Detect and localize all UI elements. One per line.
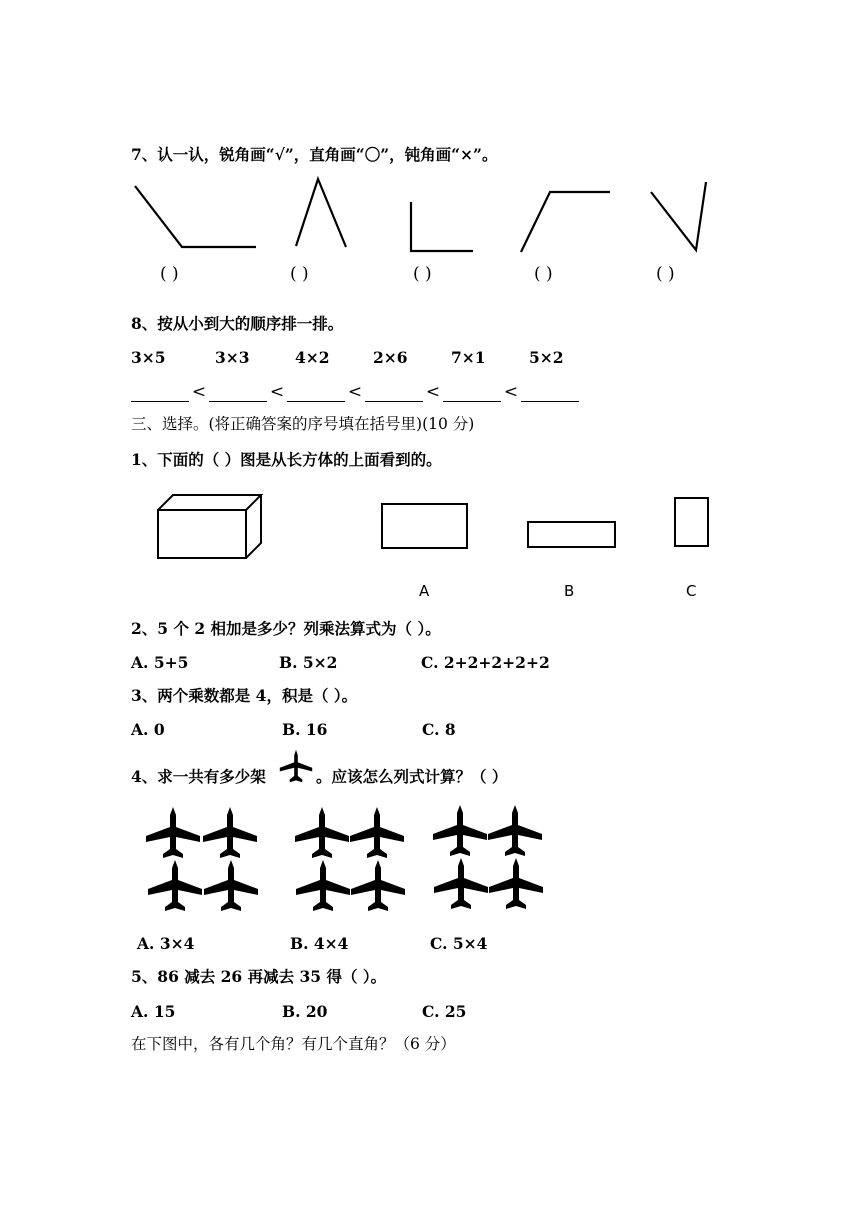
cuboid-figures bbox=[0, 485, 860, 565]
choice-3-option-a[interactable]: A. 0 bbox=[131, 720, 165, 739]
choice-4-text-after: 。应该怎么列式计算？（ ） bbox=[316, 767, 508, 786]
order-blank-3[interactable] bbox=[287, 387, 345, 402]
q8-item: 3×5 bbox=[131, 348, 166, 367]
choice-3-option-c[interactable]: C. 8 bbox=[422, 720, 456, 739]
option-b-rectangle bbox=[528, 522, 615, 547]
option-a-label: A bbox=[419, 582, 430, 600]
choice-4-text-before: 4、求一共有多少架 bbox=[131, 767, 266, 786]
order-blank-1[interactable] bbox=[131, 387, 189, 402]
choice-4-option-a[interactable]: A. 3×4 bbox=[137, 934, 195, 953]
less-than-sign: < bbox=[503, 382, 519, 402]
cuboid-3d bbox=[158, 495, 261, 558]
angle-acute-1 bbox=[296, 179, 346, 247]
question-7-text: 7、认一认，锐角画“√”，直角画“〇”，钝角画“×”。 bbox=[131, 145, 498, 164]
choice-4-option-c[interactable]: C. 5×4 bbox=[430, 934, 488, 953]
less-than-sign: < bbox=[191, 382, 207, 402]
angle-right bbox=[411, 202, 473, 251]
choice-4-option-b[interactable]: B. 4×4 bbox=[290, 934, 349, 953]
answer-paren-4[interactable]: ( ) bbox=[534, 264, 553, 284]
q8-item: 7×1 bbox=[451, 348, 486, 367]
option-c-rectangle bbox=[675, 498, 708, 546]
choice-5-option-a[interactable]: A. 15 bbox=[131, 1002, 176, 1021]
choice-5-option-b[interactable]: B. 20 bbox=[282, 1002, 328, 1021]
choice-1-text: 1、下面的（ ）图是从长方体的上面看到的。 bbox=[131, 450, 442, 469]
answer-paren-1[interactable]: ( ) bbox=[160, 264, 179, 284]
section-3-title: 三、选择。(将正确答案的序号填在括号里)(10 分) bbox=[131, 415, 475, 433]
q8-item: 2×6 bbox=[373, 348, 408, 367]
order-blank-4[interactable] bbox=[365, 387, 423, 402]
q8-item: 4×2 bbox=[295, 348, 330, 367]
choice-2-option-c[interactable]: C. 2+2+2+2+2 bbox=[421, 653, 550, 672]
option-b-label: B bbox=[564, 582, 575, 600]
choice-2-option-b[interactable]: B. 5×2 bbox=[279, 653, 338, 672]
answer-paren-2[interactable]: ( ) bbox=[290, 264, 309, 284]
order-blank-6[interactable] bbox=[521, 387, 579, 402]
answer-paren-3[interactable]: ( ) bbox=[413, 264, 432, 284]
airplane-icon bbox=[276, 748, 316, 784]
choice-2-option-a[interactable]: A. 5+5 bbox=[131, 653, 189, 672]
airplane-groups bbox=[0, 800, 860, 920]
order-blank-5[interactable] bbox=[443, 387, 501, 402]
airplane-group-3 bbox=[433, 805, 543, 909]
less-than-sign: < bbox=[347, 382, 363, 402]
angle-obtuse-2 bbox=[521, 192, 610, 252]
option-a-rectangle bbox=[382, 504, 467, 548]
angle-acute-2 bbox=[651, 182, 706, 250]
choice-3-option-b[interactable]: B. 16 bbox=[282, 720, 328, 739]
order-blank-2[interactable] bbox=[209, 387, 267, 402]
choice-3-text: 3、两个乘数都是 4，积是（ ）。 bbox=[131, 686, 358, 705]
choice-5-text: 5、86 减去 26 再减去 35 得（ ）。 bbox=[131, 967, 387, 986]
option-c-label: C bbox=[686, 582, 697, 600]
answer-paren-5[interactable]: ( ) bbox=[656, 264, 675, 284]
airplane-group-1 bbox=[146, 807, 258, 911]
ordering-blanks-row bbox=[131, 382, 579, 402]
angles-question-text: 在下图中，各有几个角？有几个直角？（6 分） bbox=[131, 1035, 456, 1053]
question-8-text: 8、按从小到大的顺序排一排。 bbox=[131, 314, 344, 333]
less-than-sign: < bbox=[269, 382, 285, 402]
q8-item: 5×2 bbox=[529, 348, 564, 367]
angle-obtuse-1 bbox=[135, 186, 256, 247]
less-than-sign: < bbox=[425, 382, 441, 402]
angle-figures bbox=[0, 170, 860, 260]
choice-5-option-c[interactable]: C. 25 bbox=[422, 1002, 467, 1021]
airplane-group-2 bbox=[295, 807, 405, 911]
choice-2-text: 2、5 个 2 相加是多少？列乘法算式为（ ）。 bbox=[131, 619, 441, 638]
q8-item: 3×3 bbox=[215, 348, 250, 367]
